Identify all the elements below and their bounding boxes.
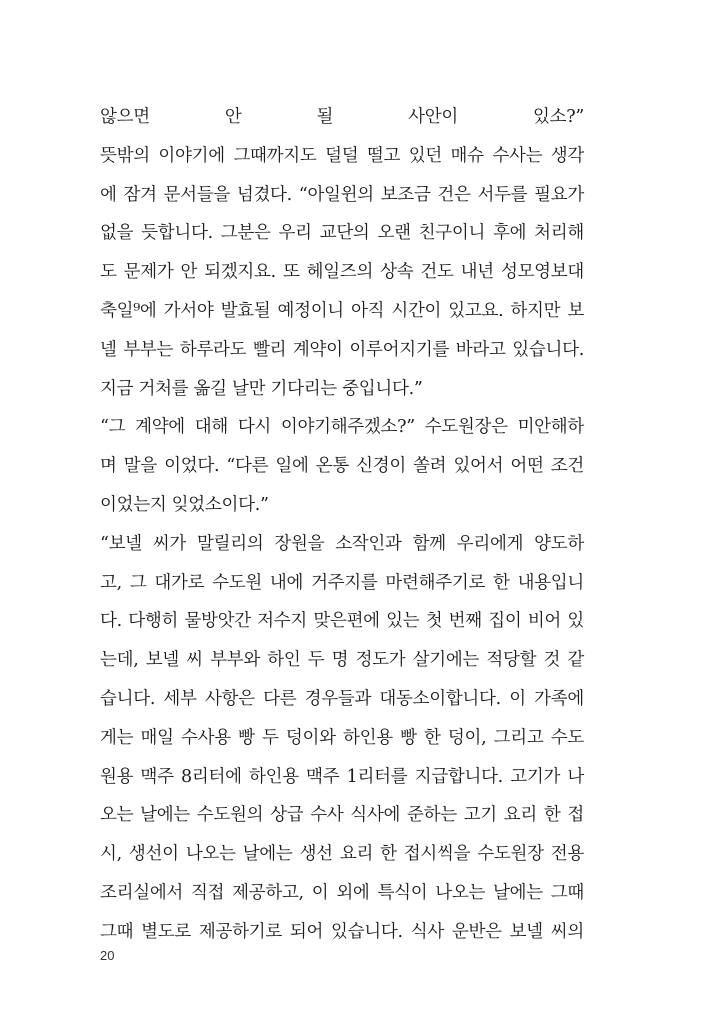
text-line: 뜻밖의 이야기에 그때까지도 덜덜 떨고 있던 매슈 수사는 생각 — [100, 145, 584, 166]
text-line: 지금 거처를 옮길 날만 기다리는 중입니다.” — [100, 378, 423, 399]
text-line: 며 말을 이었다. “다른 일에 온통 신경이 쏠려 있어서 어떤 조건 — [100, 456, 584, 477]
text-line: 그때 별도로 제공하기로 되어 있습니다. 식사 운반은 보넬 씨의 — [100, 921, 584, 942]
text-line: 조리실에서 직접 제공하고, 이 외에 특식이 나오는 날에는 그때 — [100, 882, 584, 903]
text-line: 오는 날에는 수도원의 상급 수사 식사에 준하는 고기 요리 한 접 — [100, 805, 584, 826]
text-line: 넬 부부는 하루라도 빨리 계약이 이루어지기를 바라고 있습니다. — [100, 339, 584, 360]
text-line: 않으면 안 될 사안이 있소?” — [100, 107, 584, 127]
text-line: 게는 매일 수사용 빵 두 덩이와 하인용 빵 한 덩이, 그리고 수도 — [100, 727, 584, 748]
text-line: 원용 맥주 8리터에 하인용 맥주 1리터를 지급합니다. 고기가 나 — [100, 766, 584, 787]
text-line: 시, 생선이 나오는 날에는 생선 요리 한 접시씩을 수도원장 전용 — [100, 844, 584, 865]
text-line: “그 계약에 대해 다시 이야기해주겠소?” 수도원장은 미안해하 — [100, 417, 584, 438]
text-line: 에 잠겨 문서들을 넘겼다. “아일윈의 보조금 건은 서두를 필요가 — [100, 184, 584, 205]
text-line: 는데, 보넬 씨 부부와 하인 두 명 정도가 살기에는 적당할 것 같 — [100, 650, 584, 671]
text-line: “보넬 씨가 말릴리의 장원을 소작인과 함께 우리에게 양도하 — [100, 533, 584, 554]
body-text — [100, 98, 584, 952]
text-line: 축일⁹에 가서야 발효될 예정이니 아직 시간이 있고요. 하지만 보 — [100, 300, 584, 321]
text-line: 고, 그 대가로 수도원 내에 거주지를 마련해주기로 한 내용입니 — [100, 572, 584, 593]
text-line: 도 문제가 안 되겠지요. 또 헤일즈의 상속 건도 내년 성모영보대 — [100, 262, 584, 283]
text-line: 없을 듯합니다. 그분은 우리 교단의 오랜 친구이니 후에 처리해 — [100, 223, 584, 244]
text-line: 다. 다행히 물방앗간 저수지 맞은편에 있는 첫 번째 집이 비어 있 — [100, 611, 584, 632]
page-number: 20 — [100, 948, 115, 963]
text-line: 습니다. 세부 사항은 다른 경우들과 대동소이합니다. 이 가족에 — [100, 688, 584, 709]
text-line: 이었는지 잊었소이다.” — [100, 494, 269, 515]
